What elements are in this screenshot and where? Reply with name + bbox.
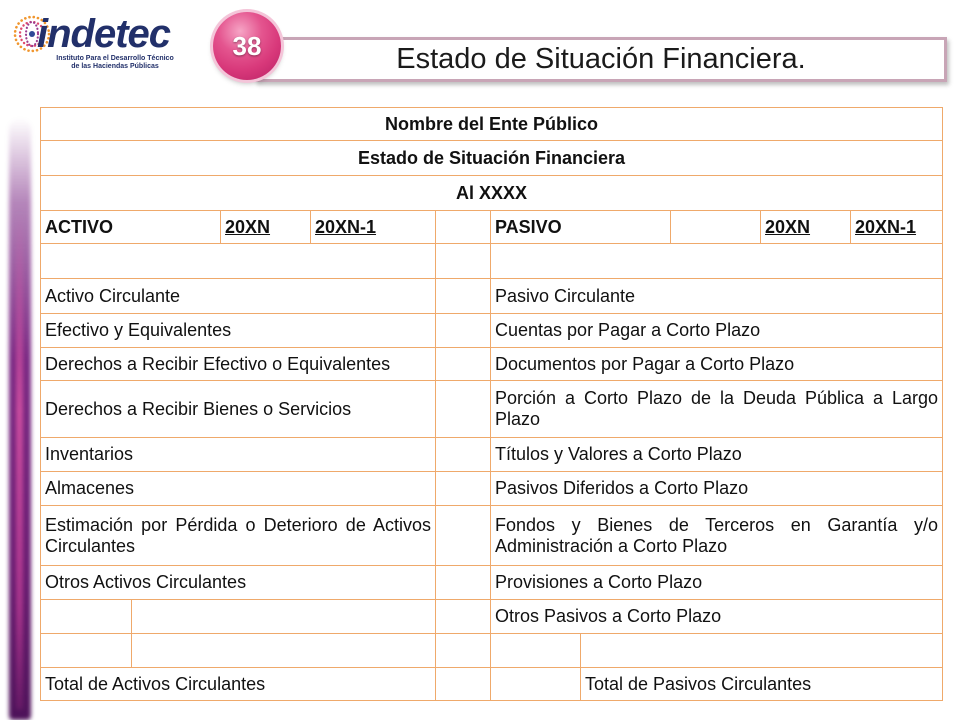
pasivo-item: Porción a Corto Plazo de la Deuda Pública a Largo Plazo (491, 381, 943, 438)
pasivo-item: Documentos por Pagar a Corto Plazo (491, 348, 943, 381)
logo-wordmark: indetec (37, 12, 171, 56)
activo-item: Almacenes (41, 472, 436, 506)
activo-current-year-header: 20XN (221, 211, 311, 244)
table-title-row (41, 176, 943, 211)
slide-title: Estado de Situación Financiera. (396, 43, 806, 75)
activo-item: Efectivo y Equivalentes (41, 314, 436, 348)
activo-item: Estimación por Pérdida o Deterioro de Activos Circulantes (41, 506, 436, 566)
empty-cell (436, 314, 491, 348)
empty-cell (491, 634, 581, 668)
empty-cell (671, 211, 761, 244)
slide-number-badge (213, 12, 281, 80)
empty-cell (436, 348, 491, 381)
table-row (41, 438, 943, 472)
title-box (255, 37, 947, 82)
table-row (41, 566, 943, 600)
total-activos-label: Total de Activos Circulantes (41, 668, 436, 701)
table-row (41, 314, 943, 348)
activo-item: Otros Activos Circulantes (41, 566, 436, 600)
activo-item: Derechos a Recibir Efectivo o Equivalentes (41, 348, 436, 381)
activo-item: Derechos a Recibir Bienes o Servicios (41, 381, 436, 438)
pasivo-previous-year-header: 20XN-1 (851, 211, 943, 244)
empty-cell (436, 600, 491, 634)
statement-name-header: Estado de Situación Financiera (41, 141, 943, 176)
table-row (41, 600, 943, 634)
pasivo-column-header: PASIVO (491, 211, 671, 244)
activo-previous-year-header: 20XN-1 (311, 211, 436, 244)
pasivo-item: Fondos y Bienes de Terceros en Garantía y/o Administración a Corto Plazo (491, 506, 943, 566)
pasivo-item: Pasivo Circulante (491, 279, 943, 314)
empty-cell (436, 211, 491, 244)
empty-cell (436, 634, 491, 668)
empty-cell (491, 244, 943, 279)
logo-tagline-line2: de las Haciendas Públicas (71, 63, 159, 70)
logo-tagline-line1: Instituto Para el Desarrollo Técnico (56, 55, 174, 62)
activo-column-header: ACTIVO (41, 211, 221, 244)
total-pasivos-label: Total de Pasivos Circulantes (581, 668, 943, 701)
empty-cell (436, 438, 491, 472)
empty-cell (581, 634, 943, 668)
statement-date-header: Al XXXX (41, 176, 943, 211)
empty-cell (41, 634, 132, 668)
pasivo-item: Cuentas por Pagar a Corto Plazo (491, 314, 943, 348)
empty-cell (132, 600, 436, 634)
side-decorative-glow (16, 210, 23, 710)
table-row (41, 381, 943, 438)
pasivo-item: Pasivos Diferidos a Corto Plazo (491, 472, 943, 506)
pasivo-current-year-header: 20XN (761, 211, 851, 244)
slide-number: 38 (232, 30, 262, 61)
empty-cell (436, 244, 491, 279)
pasivo-item: Otros Pasivos a Corto Plazo (491, 600, 943, 634)
empty-cell (436, 506, 491, 566)
table-row (41, 279, 943, 314)
table-row (41, 506, 943, 566)
financial-statement-table (40, 107, 943, 701)
empty-cell (41, 244, 436, 279)
table-row (41, 348, 943, 381)
empty-cell (41, 600, 132, 634)
table-row (41, 634, 943, 668)
pasivo-item: Provisiones a Corto Plazo (491, 566, 943, 600)
table-title-row (41, 141, 943, 176)
empty-cell (436, 668, 491, 701)
logo-tagline (50, 55, 180, 71)
empty-cell (436, 381, 491, 438)
table-row (41, 244, 943, 279)
empty-cell (132, 634, 436, 668)
column-header-row (41, 211, 943, 244)
empty-cell (436, 472, 491, 506)
activo-item: Activo Circulante (41, 279, 436, 314)
activo-item: Inventarios (41, 438, 436, 472)
totals-row (41, 668, 943, 701)
table-title-row (41, 108, 943, 141)
pasivo-item: Títulos y Valores a Corto Plazo (491, 438, 943, 472)
empty-cell (436, 566, 491, 600)
empty-cell (436, 279, 491, 314)
table-row (41, 472, 943, 506)
entity-name-header: Nombre del Ente Público (41, 108, 943, 141)
empty-cell (491, 668, 581, 701)
